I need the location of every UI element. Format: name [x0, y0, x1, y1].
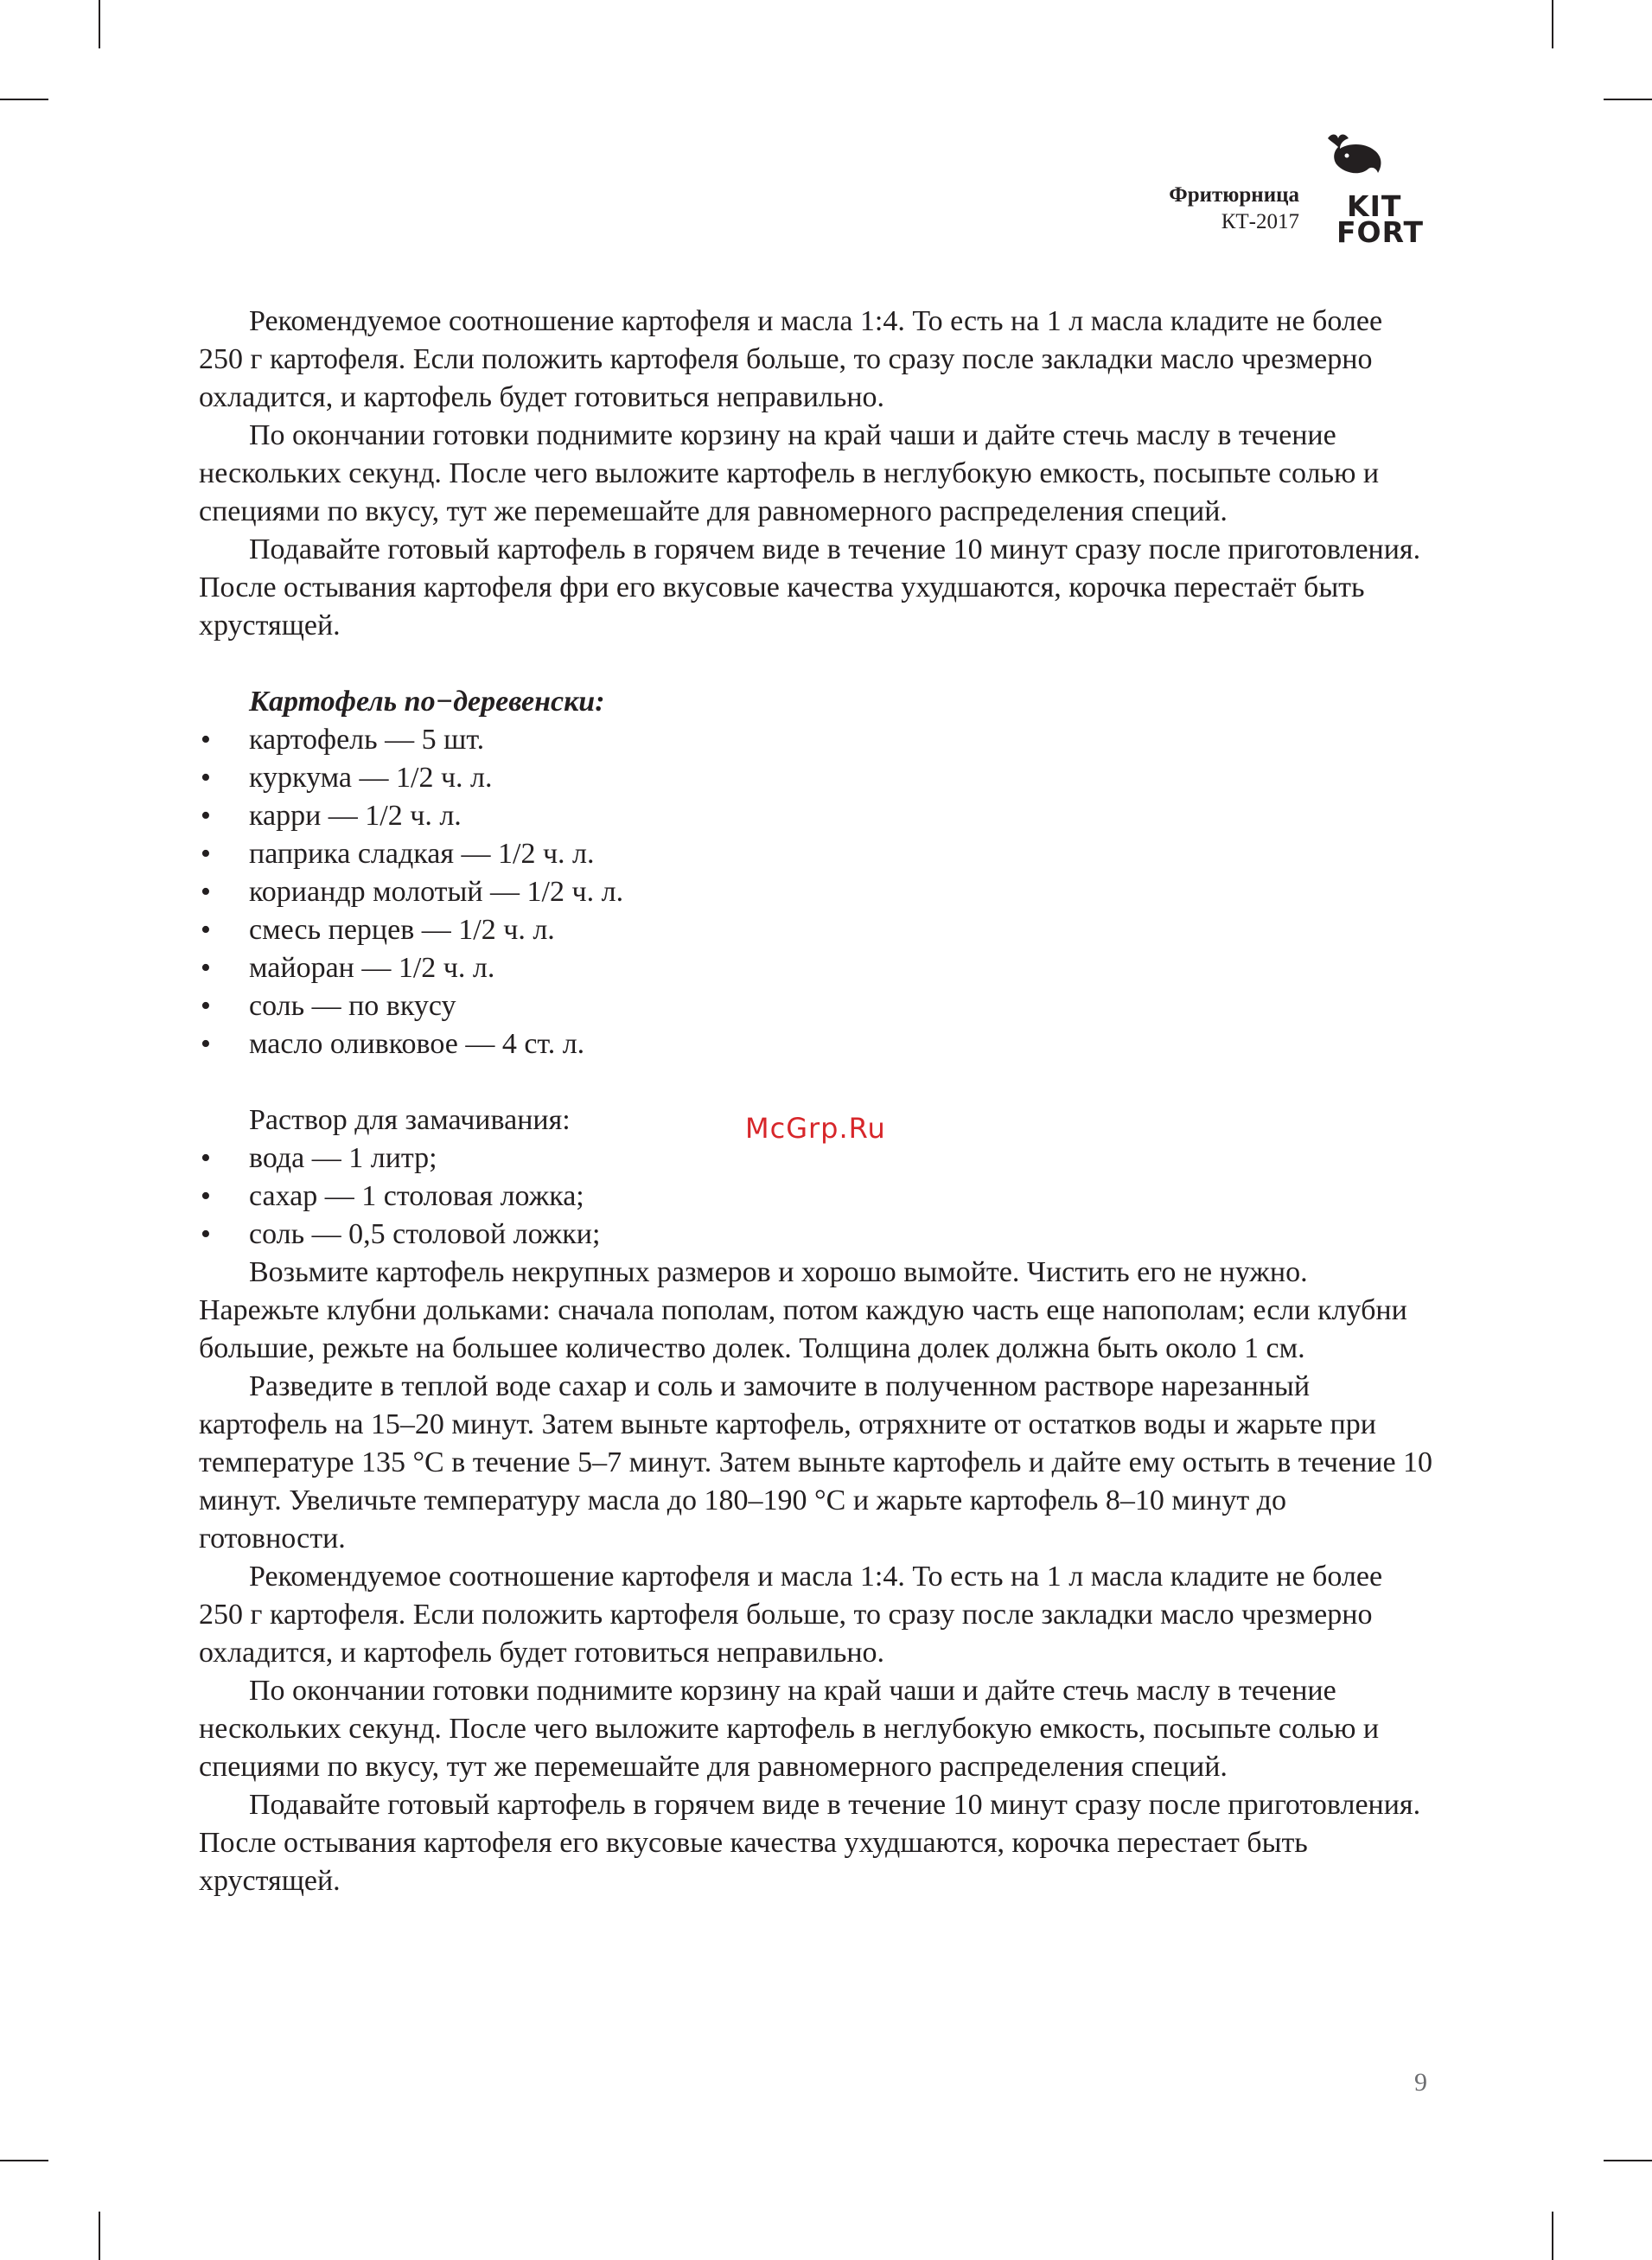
crop-mark — [0, 99, 48, 100]
paragraph: По окончании готовки поднимите корзину на край чаши и дайте стечь маслу в течение нескольких секунд. После чего выложите картофель в неглубокую емкость, посыпьте солью и специями по вкусу, тут же перемешайте для равномерного распределения специй. — [199, 419, 1380, 527]
paragraph: Рекомендуемое соотношение картофеля и масла 1:4. То есть на 1 л масла кладите не более 250 г картофеля. Если положить картофеля больше, то сразу после закладки масло чрезмерно охладится, и картофель будет готовиться неправильно. — [199, 305, 1383, 413]
ingredient-list — [199, 721, 1433, 1063]
paragraph: Разведите в теплой воде сахар и соль и замочите в полученном растворе нарезанный картофель на 15–20 минут. Затем выньте картофель, отряхните от остатков воды и жарьте при температуре 135 °С в течение 5–7 минут. Затем выньте картофель и дайте ему остыть в течение 10 минут. Увеличьте температуру масла до 180–190 °С и жарьте картофель 8–10 минут до готовности. — [199, 1370, 1433, 1555]
paragraph: Возьмите картофель некрупных размеров и хорошо вымойте. Чистить его не нужно. Нарежьте клубни дольками: сначала пополам, потом каждую часть еще напополам; если клубни большие, режьте на большее количество долек. Толщина долек должна быть около 1 см. — [199, 1256, 1407, 1364]
crop-mark — [99, 2212, 100, 2260]
running-header — [1169, 182, 1299, 236]
crop-mark — [1552, 0, 1553, 48]
list-item: • соль — 0,5 столовой ложки; — [199, 1216, 1433, 1254]
list-item: • кориандр молотый — 1/2 ч. л. — [199, 873, 1433, 911]
paragraph: Подавайте готовый картофель в горячем виде в течение 10 минут сразу после приготовления. После остывания картофеля фри его вкусовые качества ухудшаются, корочка перестаёт быть хрустящей. — [199, 533, 1421, 642]
list-item: • куркума — 1/2 ч. л. — [199, 759, 1433, 797]
paragraph: Рекомендуемое соотношение картофеля и масла 1:4. То есть на 1 л масла кладите не более 250 г картофеля. Если положить картофеля больше, то сразу после закладки масло чрезмерно охладится, и картофель будет готовиться неправильно. — [199, 1561, 1383, 1669]
page-content — [199, 303, 1433, 1900]
page-number: 9 — [1414, 2068, 1427, 2097]
whale-icon — [1321, 130, 1390, 182]
crop-mark — [0, 2160, 48, 2161]
paragraph: По окончании готовки поднимите корзину на край чаши и дайте стечь маслу в течение нескольких секунд. После чего выложите картофель в неглубокую емкость, посыпьте солью и специями по вкусу, тут же перемешайте для равномерного распределения специй. — [199, 1675, 1380, 1783]
crop-mark — [99, 0, 100, 48]
logo-text-kit: KIT — [1347, 189, 1402, 223]
watermark: McGrp.Ru — [745, 1112, 886, 1145]
list-item: • картофель — 5 шт. — [199, 721, 1433, 759]
list-item: • паприка сладкая — 1/2 ч. л. — [199, 835, 1433, 873]
list-item: • масло оливковое — 4 ст. л. — [199, 1025, 1433, 1063]
solution-title: Раствор для замачивания: — [249, 1104, 571, 1136]
list-item: • соль — по вкусу — [199, 987, 1433, 1025]
list-item: • вода — 1 литр; — [199, 1140, 1433, 1178]
product-model: КТ-2017 — [1221, 210, 1299, 234]
product-name: Фритюрница — [1169, 183, 1299, 207]
recipe-title: Картофель по−деревенски: — [249, 686, 605, 718]
crop-mark — [1604, 2160, 1652, 2161]
list-item: • карри — 1/2 ч. л. — [199, 797, 1433, 835]
crop-mark — [1552, 2212, 1553, 2260]
solution-list — [199, 1140, 1433, 1254]
list-item: • сахар — 1 столовая ложка; — [199, 1178, 1433, 1216]
list-item: • смесь перцев — 1/2 ч. л. — [199, 911, 1433, 949]
logo-text-fort: FORT — [1336, 215, 1425, 249]
list-item: • майоран — 1/2 ч. л. — [199, 949, 1433, 987]
paragraph: Подавайте готовый картофель в горячем виде в течение 10 минут сразу после приготовления. После остывания картофеля его вкусовые качества ухудшаются, корочка перестает быть хрустящей. — [199, 1789, 1421, 1897]
crop-mark — [1604, 99, 1652, 100]
kitfort-logo — [1321, 130, 1438, 249]
